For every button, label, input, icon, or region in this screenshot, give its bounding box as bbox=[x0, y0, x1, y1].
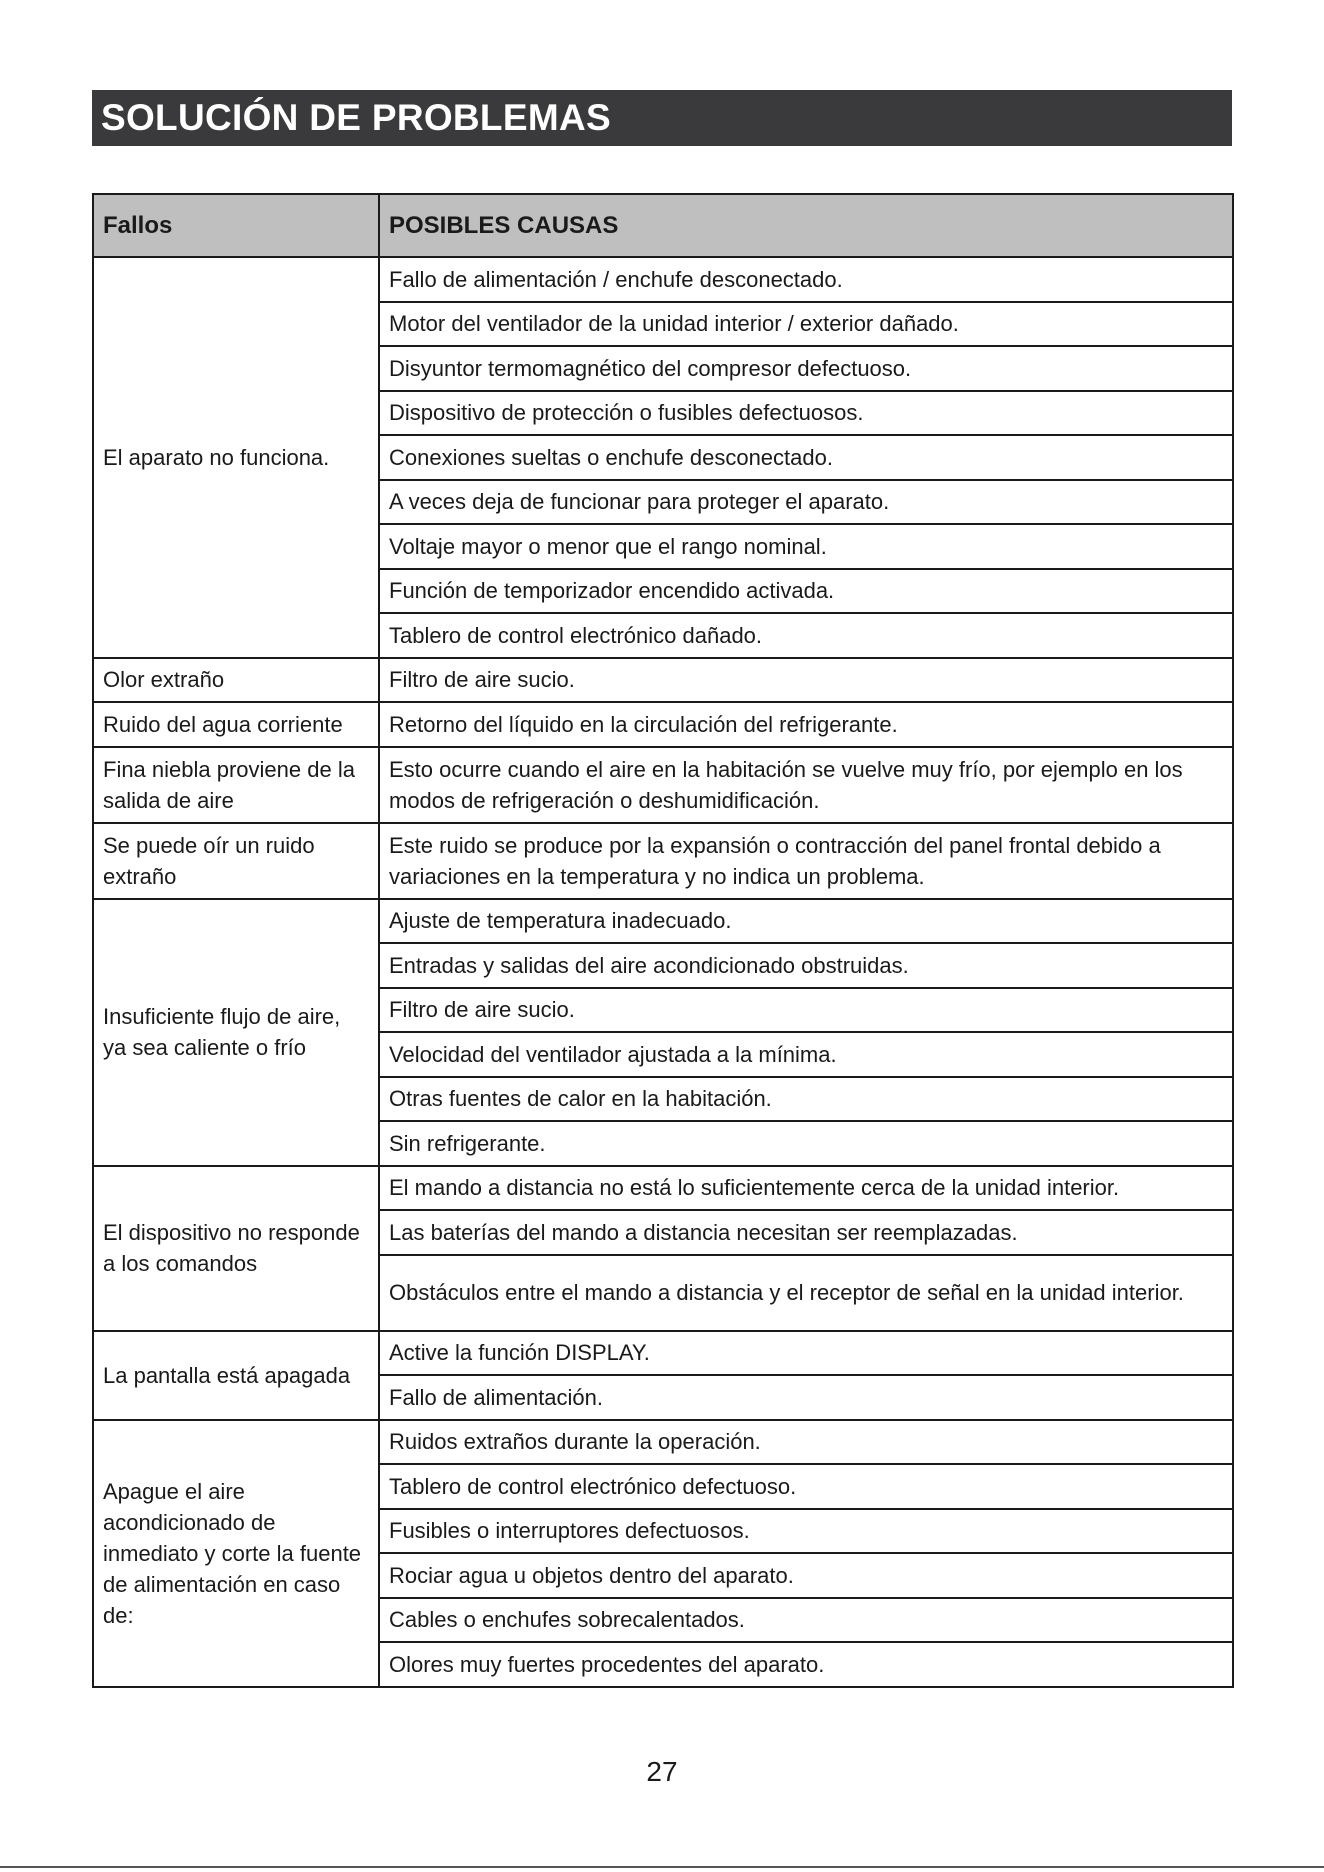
cause-cell: Tablero de control electrónico dañado. bbox=[379, 613, 1233, 658]
cause-cell: Sin refrigerante. bbox=[379, 1121, 1233, 1166]
cause-cell: Cables o enchufes sobrecalentados. bbox=[379, 1598, 1233, 1643]
bottom-rule bbox=[0, 1866, 1324, 1868]
table-header-row bbox=[93, 194, 1233, 257]
cause-cell: Retorno del líquido en la circulación del refrigerante. bbox=[379, 702, 1233, 747]
page-title: SOLUCIÓN DE PROBLEMAS bbox=[92, 90, 1232, 146]
table-row bbox=[93, 899, 1233, 944]
cause-cell: Motor del ventilador de la unidad interior / exterior dañado. bbox=[379, 302, 1233, 347]
cause-cell: Otras fuentes de calor en la habitación. bbox=[379, 1077, 1233, 1122]
cause-cell: Rociar agua u objetos dentro del aparato. bbox=[379, 1553, 1233, 1598]
cause-cell: Esto ocurre cuando el aire en la habitación se vuelve muy frío, por ejemplo en los modos de refrigeración o deshumidificación. bbox=[379, 747, 1233, 823]
fault-cell: Ruido del agua corriente bbox=[93, 702, 379, 747]
header-faults: Fallos bbox=[93, 194, 379, 257]
cause-cell: Fallo de alimentación / enchufe desconectado. bbox=[379, 257, 1233, 302]
cause-cell: A veces deja de funcionar para proteger el aparato. bbox=[379, 480, 1233, 525]
fault-cell: Olor extraño bbox=[93, 658, 379, 703]
cause-cell: Este ruido se produce por la expansión o contracción del panel frontal debido a variaciones en la temperatura y no indica un problema. bbox=[379, 823, 1233, 899]
cause-cell: Conexiones sueltas o enchufe desconectado. bbox=[379, 435, 1233, 480]
cause-cell: Filtro de aire sucio. bbox=[379, 988, 1233, 1033]
table-row bbox=[93, 257, 1233, 302]
cause-cell: Ruidos extraños durante la operación. bbox=[379, 1420, 1233, 1465]
table-row bbox=[93, 658, 1233, 703]
cause-cell: Obstáculos entre el mando a distancia y el receptor de señal en la unidad interior. bbox=[379, 1255, 1233, 1331]
cause-cell: Entradas y salidas del aire acondicionado obstruidas. bbox=[379, 943, 1233, 988]
table-row bbox=[93, 1420, 1233, 1465]
cause-cell: El mando a distancia no está lo suficientemente cerca de la unidad interior. bbox=[379, 1166, 1233, 1211]
table-row bbox=[93, 747, 1233, 823]
header-possible-causes: POSIBLES CAUSAS bbox=[379, 194, 1233, 257]
cause-cell: Velocidad del ventilador ajustada a la mínima. bbox=[379, 1032, 1233, 1077]
cause-cell: Filtro de aire sucio. bbox=[379, 658, 1233, 703]
cause-cell: Ajuste de temperatura inadecuado. bbox=[379, 899, 1233, 944]
table-row bbox=[93, 1166, 1233, 1211]
cause-cell: Active la función DISPLAY. bbox=[379, 1331, 1233, 1376]
cause-cell: Fusibles o interruptores defectuosos. bbox=[379, 1509, 1233, 1554]
cause-cell: Dispositivo de protección o fusibles defectuosos. bbox=[379, 391, 1233, 436]
fault-cell: Apague el aire acondicionado de inmediato y corte la fuente de alimentación en caso de: bbox=[93, 1420, 379, 1687]
table-row bbox=[93, 702, 1233, 747]
table-body bbox=[93, 257, 1233, 1687]
fault-cell: Se puede oír un ruido extraño bbox=[93, 823, 379, 899]
fault-cell: La pantalla está apagada bbox=[93, 1331, 379, 1420]
cause-cell: Las baterías del mando a distancia necesitan ser reemplazadas. bbox=[379, 1210, 1233, 1255]
cause-cell: Función de temporizador encendido activada. bbox=[379, 569, 1233, 614]
fault-cell: Fina niebla proviene de la salida de aire bbox=[93, 747, 379, 823]
fault-cell: El dispositivo no responde a los comandos bbox=[93, 1166, 379, 1331]
cause-cell: Voltaje mayor o menor que el rango nominal. bbox=[379, 524, 1233, 569]
cause-cell: Tablero de control electrónico defectuoso. bbox=[379, 1464, 1233, 1509]
page-number: 27 bbox=[646, 1756, 678, 1787]
troubleshooting-table bbox=[92, 193, 1234, 1688]
cause-cell: Olores muy fuertes procedentes del aparato. bbox=[379, 1642, 1233, 1687]
table-row bbox=[93, 1331, 1233, 1376]
cause-cell: Disyuntor termomagnético del compresor defectuoso. bbox=[379, 346, 1233, 391]
fault-cell: El aparato no funciona. bbox=[93, 257, 379, 658]
table-row bbox=[93, 823, 1233, 899]
fault-cell: Insuficiente flujo de aire, ya sea caliente o frío bbox=[93, 899, 379, 1166]
cause-cell: Fallo de alimentación. bbox=[379, 1375, 1233, 1420]
